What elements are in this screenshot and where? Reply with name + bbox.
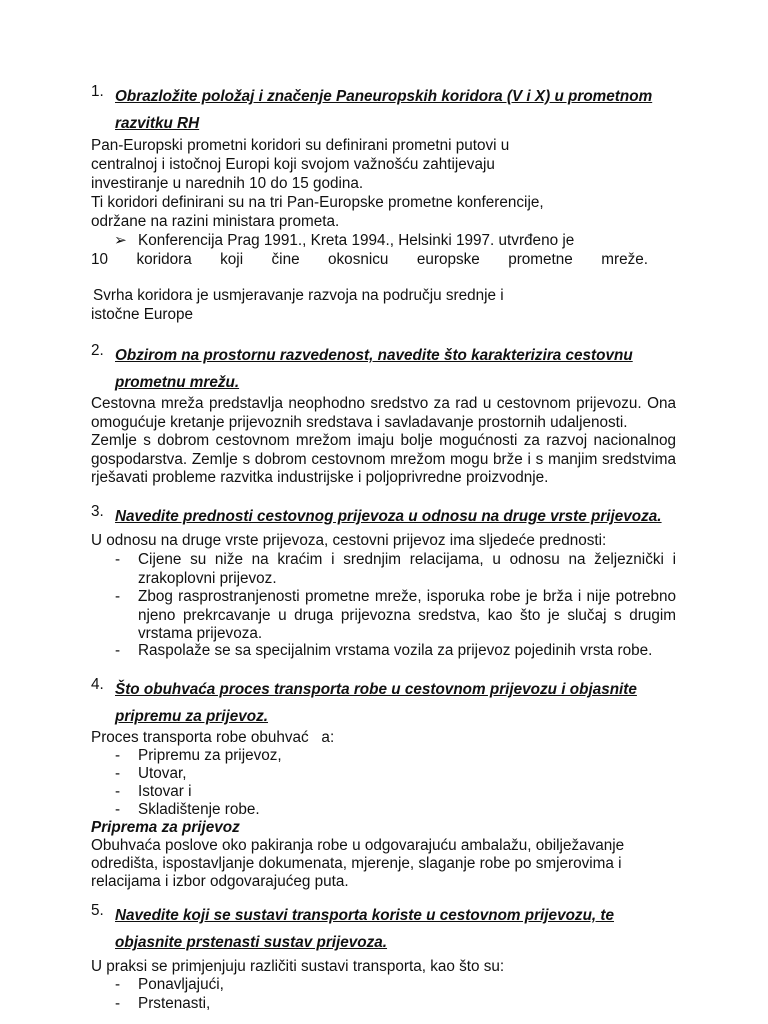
- dash-bullet: -: [115, 976, 121, 993]
- list-item: Zbog rasprostranjenosti prometne mreže, isporuka robe je brža i nije potrebno njeno prekrcavanje u druga prijevozna sredstva, kao što je slučaj s drugim vrstama prijevoza.: [138, 588, 676, 642]
- paragraph-line: U odnosu na druge vrste prijevoza, cestovni prijevoz ima sljedeće prednosti:: [91, 532, 607, 549]
- list-item: Utovar,: [138, 765, 187, 782]
- question-number: 4.: [91, 676, 104, 693]
- dash-bullet: -: [115, 551, 121, 568]
- list-item: Skladištenje robe.: [138, 801, 260, 818]
- bullet-continuation: 10 koridora koji čine okosnicu europske prometne mreže.: [91, 251, 648, 268]
- paragraph-line: relacijama i izbor odgovarajućeg puta.: [91, 873, 349, 890]
- question-title: Navedite prednosti cestovnog prijevoza u odnosu na druge vrste prijevoza.: [115, 508, 662, 525]
- dash-bullet: -: [115, 588, 121, 605]
- question-number: 5.: [91, 902, 104, 919]
- list-item: Pripremu za prijevoz,: [138, 747, 282, 764]
- paragraph: Zemlje s dobrom cestovnom mrežom imaju bolje mogućnosti za razvoj nacionalnog gospodarstva. Zemlje s dobrom cestovnom mrežom mogu brže i s manjim sredstvima rješavati probleme razvitka industrijske i poljoprivredne proizvodnje.: [91, 432, 676, 486]
- list-item: Prstenasti,: [138, 995, 211, 1012]
- dash-bullet: -: [115, 995, 121, 1012]
- question-number: 2.: [91, 342, 104, 359]
- dash-bullet: -: [115, 642, 121, 659]
- paragraph-line: Ti koridori definirani su na tri Pan-Europske prometne konferencije,: [91, 194, 544, 211]
- paragraph-line: centralnoj i istočnoj Europi koji svojom važnošću zahtijevaju: [91, 156, 495, 173]
- list-item: Istovar i: [138, 783, 192, 800]
- subheading: Priprema za prijevoz: [91, 819, 240, 836]
- bullet-text: Konferencija Prag 1991., Kreta 1994., Helsinki 1997. utvrđeno je: [138, 232, 575, 249]
- paragraph-line: istočne Europe: [91, 306, 194, 323]
- list-item: Ponavljajući,: [138, 976, 224, 993]
- paragraph-line: Svrha koridora je usmjeravanje razvoja na području srednje i: [93, 287, 504, 304]
- arrow-bullet-icon: ➢: [114, 232, 127, 249]
- question-title: Što obuhvaća proces transporta robe u cestovnom prijevozu i objasnite pripremu za prijevoz.: [115, 681, 637, 725]
- dash-bullet: -: [115, 747, 121, 764]
- dash-bullet: -: [115, 765, 121, 782]
- question-number: 3.: [91, 503, 104, 520]
- paragraph-line: investiranje u narednih 10 do 15 godina.: [91, 175, 364, 192]
- list-item: Cijene su niže na kraćim i srednjim relacijama, u odnosu na željeznički i zrakoplovni prijevoz.: [138, 551, 676, 587]
- question-title: Obzirom na prostornu razvedenost, navedite što karakterizira cestovnu prometnu mrežu.: [115, 347, 633, 391]
- dash-bullet: -: [115, 783, 121, 800]
- dash-bullet: -: [115, 801, 121, 818]
- paragraph-line: Obuhvaća poslove oko pakiranja robe u odgovarajuću ambalažu, obilježavanje: [91, 837, 625, 854]
- paragraph-line: održane na razini ministara prometa.: [91, 213, 340, 230]
- paragraph-line: Proces transporta robe obuhvać a:: [91, 729, 335, 746]
- question-number: 1.: [91, 83, 104, 100]
- list-item: Raspolaže se sa specijalnim vrstama vozila za prijevoz pojedinih vrsta robe.: [138, 642, 653, 659]
- paragraph-line: odredišta, ispostavljanje dokumenata, mjerenje, slaganje robe po smjerovima i: [91, 855, 622, 872]
- paragraph-line: U praksi se primjenjuju različiti sustavi transporta, kao što su:: [91, 958, 505, 975]
- paragraph-line: Pan-Europski prometni koridori su definirani prometni putovi u: [91, 137, 510, 154]
- question-title: Obrazložite položaj i značenje Paneuropskih koridora (V i X) u prometnom razvitku RH: [115, 88, 653, 132]
- paragraph: Cestovna mreža predstavlja neophodno sredstvo za rad u cestovnom prijevozu. Ona omogućuje kretanje prijevoznih sredstava i savladavanje prostornih udaljenosti.: [91, 395, 676, 431]
- question-title: Navedite koji se sustavi transporta koriste u cestovnom prijevozu, te objasnite prstenasti sustav prijevoza.: [115, 907, 615, 951]
